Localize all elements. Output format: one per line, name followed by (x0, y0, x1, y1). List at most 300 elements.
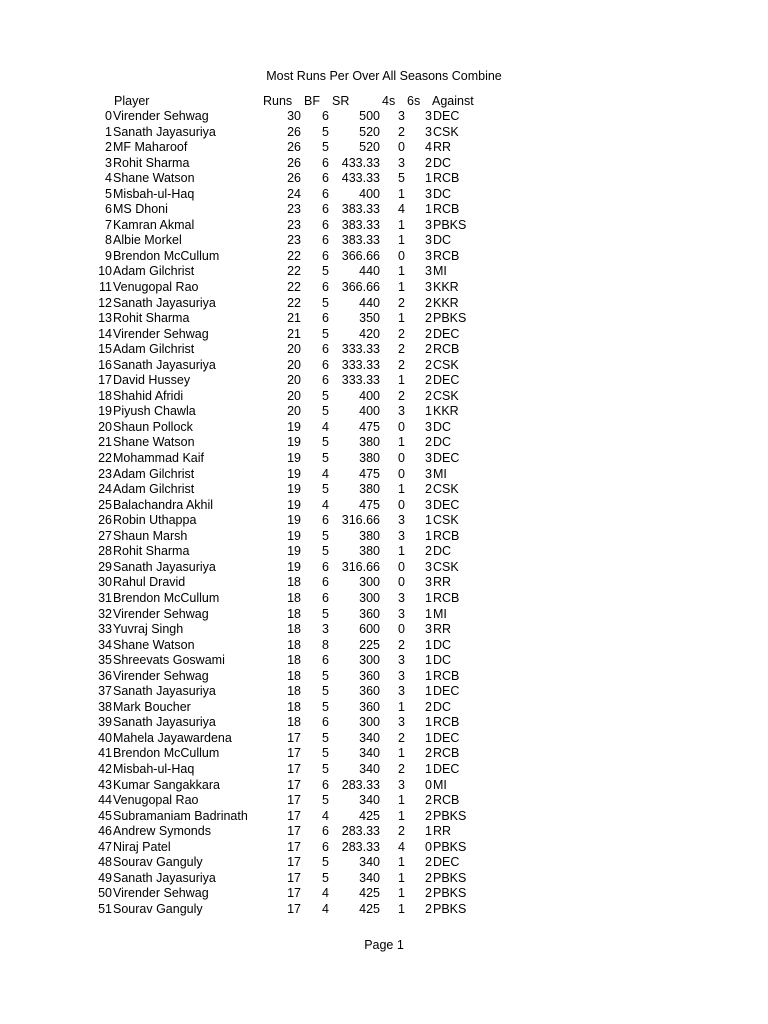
balls-faced-value: 5 (322, 668, 329, 683)
strike-rate-value: 380 (359, 482, 380, 497)
fours-value: 2 (398, 326, 405, 341)
balls-faced-value: 5 (322, 699, 329, 714)
player-name: Shane Watson (113, 171, 195, 186)
row-index: 30 (98, 575, 112, 590)
sixes-value: 3 (425, 248, 432, 263)
against-team: DC (433, 186, 452, 201)
fours-value: 1 (398, 233, 405, 248)
row-index: 46 (98, 824, 112, 839)
sixes-value: 1 (425, 171, 432, 186)
table-row (0, 218, 768, 234)
strike-rate-value: 425 (359, 901, 380, 916)
player-name: Brendon McCullum (113, 590, 220, 605)
against-team: RR (433, 140, 452, 155)
sixes-value: 2 (425, 870, 432, 885)
fours-value: 2 (398, 730, 405, 745)
table-row (0, 187, 768, 203)
strike-rate-value: 340 (359, 793, 380, 808)
table-row (0, 855, 768, 871)
balls-faced-value: 4 (322, 808, 329, 823)
sixes-value: 2 (425, 155, 432, 170)
row-index: 32 (98, 606, 112, 621)
runs-value: 17 (287, 901, 301, 916)
table-row (0, 327, 768, 343)
sixes-value: 2 (425, 793, 432, 808)
against-team: RCB (433, 590, 460, 605)
row-index: 6 (105, 202, 112, 217)
balls-faced-value: 6 (322, 171, 329, 186)
against-team: DEC (433, 684, 460, 699)
sixes-value: 1 (425, 653, 432, 668)
table-row (0, 607, 768, 623)
balls-faced-value: 6 (322, 590, 329, 605)
against-team: KKR (433, 404, 459, 419)
player-name: Sanath Jayasuriya (113, 684, 216, 699)
sixes-value: 1 (425, 202, 432, 217)
fours-value: 3 (398, 590, 405, 605)
runs-value: 19 (287, 435, 301, 450)
sixes-value: 1 (425, 824, 432, 839)
sixes-value: 1 (425, 404, 432, 419)
against-team: CSK (433, 482, 459, 497)
against-team: KKR (433, 295, 459, 310)
sixes-value: 1 (425, 684, 432, 699)
runs-value: 22 (287, 295, 301, 310)
strike-rate-value: 475 (359, 419, 380, 434)
row-index: 28 (98, 544, 112, 559)
sixes-value: 2 (425, 357, 432, 372)
table-row (0, 482, 768, 498)
row-index: 44 (98, 793, 112, 808)
balls-faced-value: 6 (322, 777, 329, 792)
player-name: Shreevats Goswami (113, 653, 225, 668)
balls-faced-value: 5 (322, 606, 329, 621)
row-index: 51 (98, 901, 112, 916)
row-index: 3 (105, 155, 112, 170)
row-index: 2 (105, 140, 112, 155)
player-name: Sanath Jayasuriya (113, 559, 216, 574)
strike-rate-value: 400 (359, 186, 380, 201)
row-index: 37 (98, 684, 112, 699)
table-row (0, 125, 768, 141)
strike-rate-value: 316.66 (341, 513, 380, 528)
player-name: Virender Sehwag (113, 668, 209, 683)
fours-value: 1 (398, 808, 405, 823)
player-name: Sanath Jayasuriya (113, 124, 216, 139)
table-row (0, 778, 768, 794)
row-index: 10 (98, 264, 112, 279)
against-team: RR (433, 575, 452, 590)
player-name: Shahid Afridi (113, 388, 184, 403)
sixes-value: 2 (425, 326, 432, 341)
runs-value: 19 (287, 497, 301, 512)
strike-rate-value: 360 (359, 606, 380, 621)
fours-value: 3 (398, 109, 405, 123)
sixes-value: 3 (425, 497, 432, 512)
fours-value: 3 (398, 777, 405, 792)
balls-faced-value: 5 (322, 746, 329, 761)
against-team: PBKS (433, 870, 467, 885)
table-row (0, 202, 768, 218)
balls-faced-value: 5 (322, 388, 329, 403)
fours-value: 2 (398, 761, 405, 776)
table-row (0, 902, 768, 918)
against-team: RR (433, 824, 452, 839)
against-team: DC (433, 637, 452, 652)
strike-rate-value: 283.33 (341, 839, 380, 854)
player-name: Robin Uthappa (113, 513, 197, 528)
runs-value: 23 (287, 233, 301, 248)
table-row (0, 762, 768, 778)
against-team: RCB (433, 746, 460, 761)
balls-faced-value: 4 (322, 497, 329, 512)
runs-value: 30 (287, 109, 301, 123)
runs-value: 17 (287, 839, 301, 854)
against-team: CSK (433, 513, 459, 528)
balls-faced-value: 6 (322, 824, 329, 839)
fours-value: 1 (398, 544, 405, 559)
balls-faced-value: 5 (322, 140, 329, 155)
row-index: 0 (105, 109, 112, 123)
fours-value: 2 (398, 342, 405, 357)
player-name: Adam Gilchrist (113, 482, 195, 497)
runs-value: 18 (287, 668, 301, 683)
strike-rate-value: 300 (359, 715, 380, 730)
row-index: 8 (105, 233, 112, 248)
table-row (0, 886, 768, 902)
sixes-value: 2 (425, 544, 432, 559)
table-row (0, 840, 768, 856)
sixes-value: 3 (425, 451, 432, 466)
row-index: 50 (98, 886, 112, 901)
table-row (0, 653, 768, 669)
runs-value: 17 (287, 855, 301, 870)
table-row (0, 793, 768, 809)
table-row (0, 264, 768, 280)
strike-rate-value: 520 (359, 140, 380, 155)
strike-rate-value: 300 (359, 590, 380, 605)
runs-value: 18 (287, 606, 301, 621)
runs-value: 17 (287, 808, 301, 823)
runs-value: 22 (287, 264, 301, 279)
against-team: PBKS (433, 311, 467, 326)
runs-value: 18 (287, 622, 301, 637)
header-fours: 4s (382, 94, 396, 108)
table-row (0, 435, 768, 451)
sixes-value: 3 (425, 186, 432, 201)
row-index: 31 (98, 590, 112, 605)
table-row (0, 404, 768, 420)
balls-faced-value: 6 (322, 559, 329, 574)
player-name: Shane Watson (113, 637, 195, 652)
balls-faced-value: 5 (322, 264, 329, 279)
balls-faced-value: 6 (322, 248, 329, 263)
runs-value: 17 (287, 870, 301, 885)
runs-value: 20 (287, 342, 301, 357)
fours-value: 0 (398, 497, 405, 512)
strike-rate-value: 340 (359, 855, 380, 870)
runs-value: 26 (287, 124, 301, 139)
sixes-value: 2 (425, 311, 432, 326)
runs-value: 21 (287, 311, 301, 326)
player-name: Shane Watson (113, 435, 195, 450)
fours-value: 1 (398, 217, 405, 232)
runs-value: 19 (287, 451, 301, 466)
row-index: 35 (98, 653, 112, 668)
runs-value: 19 (287, 559, 301, 574)
strike-rate-value: 340 (359, 730, 380, 745)
strike-rate-value: 333.33 (341, 342, 380, 357)
row-index: 12 (98, 295, 112, 310)
against-team: RCB (433, 793, 460, 808)
player-name: Virender Sehwag (113, 606, 209, 621)
balls-faced-value: 6 (322, 280, 329, 295)
player-name: Brendon McCullum (113, 746, 220, 761)
strike-rate-value: 475 (359, 497, 380, 512)
balls-faced-value: 6 (322, 217, 329, 232)
player-name: Mohammad Kaif (113, 451, 205, 466)
strike-rate-value: 425 (359, 808, 380, 823)
strike-rate-value: 316.66 (341, 559, 380, 574)
runs-value: 21 (287, 326, 301, 341)
balls-faced-value: 5 (322, 435, 329, 450)
sixes-value: 1 (425, 590, 432, 605)
strike-rate-value: 333.33 (341, 357, 380, 372)
strike-rate-value: 520 (359, 124, 380, 139)
table-row (0, 513, 768, 529)
runs-value: 17 (287, 824, 301, 839)
runs-value: 23 (287, 202, 301, 217)
player-name: Adam Gilchrist (113, 466, 195, 481)
sixes-value: 3 (425, 233, 432, 248)
table-row (0, 280, 768, 296)
runs-value: 19 (287, 466, 301, 481)
against-team: PBKS (433, 901, 467, 916)
player-name: Sanath Jayasuriya (113, 295, 216, 310)
header-sixes: 6s (407, 94, 421, 108)
strike-rate-value: 360 (359, 684, 380, 699)
fours-value: 1 (398, 901, 405, 916)
against-team: DEC (433, 761, 460, 776)
balls-faced-value: 6 (322, 715, 329, 730)
sixes-value: 3 (425, 217, 432, 232)
sixes-value: 3 (425, 419, 432, 434)
strike-rate-value: 283.33 (341, 777, 380, 792)
runs-value: 18 (287, 715, 301, 730)
balls-faced-value: 6 (322, 233, 329, 248)
against-team: RCB (433, 342, 460, 357)
against-team: RCB (433, 528, 460, 543)
player-name: Adam Gilchrist (113, 342, 195, 357)
strike-rate-value: 433.33 (341, 171, 380, 186)
balls-faced-value: 6 (322, 311, 329, 326)
against-team: RCB (433, 248, 460, 263)
sixes-value: 1 (425, 761, 432, 776)
player-name: Mahela Jayawardena (113, 730, 232, 745)
runs-value: 20 (287, 404, 301, 419)
against-team: DEC (433, 855, 460, 870)
fours-value: 1 (398, 435, 405, 450)
balls-faced-value: 6 (322, 342, 329, 357)
strike-rate-value: 283.33 (341, 824, 380, 839)
balls-faced-value: 8 (322, 637, 329, 652)
row-index: 36 (98, 668, 112, 683)
sixes-value: 2 (425, 808, 432, 823)
table-row (0, 622, 768, 638)
runs-value: 19 (287, 513, 301, 528)
strike-rate-value: 380 (359, 528, 380, 543)
balls-faced-value: 5 (322, 482, 329, 497)
balls-faced-value: 5 (322, 451, 329, 466)
strike-rate-value: 420 (359, 326, 380, 341)
strike-rate-value: 366.66 (341, 248, 380, 263)
player-name: Andrew Symonds (113, 824, 211, 839)
runs-value: 19 (287, 419, 301, 434)
player-name: Mark Boucher (113, 699, 191, 714)
against-team: RCB (433, 171, 460, 186)
runs-value: 20 (287, 388, 301, 403)
player-name: Rohit Sharma (113, 544, 190, 559)
runs-value: 22 (287, 248, 301, 263)
row-index: 17 (98, 373, 112, 388)
strike-rate-value: 300 (359, 575, 380, 590)
row-index: 40 (98, 730, 112, 745)
against-team: DEC (433, 730, 460, 745)
fours-value: 1 (398, 746, 405, 761)
against-team: MI (433, 264, 447, 279)
row-index: 13 (98, 311, 112, 326)
table-row (0, 311, 768, 327)
table-row (0, 638, 768, 654)
table-row (0, 296, 768, 312)
balls-faced-value: 6 (322, 155, 329, 170)
page-title: Most Runs Per Over All Seasons Combine (266, 69, 502, 83)
row-index: 41 (98, 746, 112, 761)
fours-value: 0 (398, 451, 405, 466)
against-team: RCB (433, 202, 460, 217)
fours-value: 3 (398, 155, 405, 170)
table-row (0, 824, 768, 840)
balls-faced-value: 5 (322, 544, 329, 559)
table-row (0, 871, 768, 887)
sixes-value: 4 (425, 140, 432, 155)
strike-rate-value: 340 (359, 761, 380, 776)
balls-faced-value: 5 (322, 855, 329, 870)
strike-rate-value: 340 (359, 746, 380, 761)
player-name: Piyush Chawla (113, 404, 196, 419)
strike-rate-value: 383.33 (341, 217, 380, 232)
fours-value: 1 (398, 373, 405, 388)
sixes-value: 1 (425, 637, 432, 652)
table-row (0, 467, 768, 483)
player-name: MS Dhoni (113, 202, 168, 217)
table-row (0, 498, 768, 514)
against-team: MI (433, 606, 447, 621)
sixes-value: 2 (425, 435, 432, 450)
sixes-value: 3 (425, 264, 432, 279)
fours-value: 1 (398, 870, 405, 885)
row-index: 23 (98, 466, 112, 481)
sixes-value: 1 (425, 606, 432, 621)
row-index: 38 (98, 699, 112, 714)
against-team: KKR (433, 280, 459, 295)
player-name: Adam Gilchrist (113, 264, 195, 279)
player-name: Venugopal Rao (113, 280, 199, 295)
fours-value: 3 (398, 684, 405, 699)
sixes-value: 3 (425, 466, 432, 481)
table-row (0, 358, 768, 374)
strike-rate-value: 360 (359, 699, 380, 714)
fours-value: 0 (398, 575, 405, 590)
table-row (0, 389, 768, 405)
balls-faced-value: 5 (322, 793, 329, 808)
strike-rate-value: 425 (359, 886, 380, 901)
fours-value: 3 (398, 606, 405, 621)
balls-faced-value: 4 (322, 886, 329, 901)
sixes-value: 3 (425, 280, 432, 295)
sixes-value: 2 (425, 342, 432, 357)
sixes-value: 2 (425, 886, 432, 901)
against-team: PBKS (433, 886, 467, 901)
runs-value: 26 (287, 140, 301, 155)
balls-faced-value: 6 (322, 513, 329, 528)
strike-rate-value: 440 (359, 295, 380, 310)
balls-faced-value: 5 (322, 404, 329, 419)
balls-faced-value: 6 (322, 109, 329, 123)
player-name: Albie Morkel (113, 233, 182, 248)
fours-value: 5 (398, 171, 405, 186)
balls-faced-value: 5 (322, 730, 329, 745)
row-index: 4 (105, 171, 112, 186)
against-team: PBKS (433, 808, 467, 823)
against-team: PBKS (433, 839, 467, 854)
fours-value: 1 (398, 264, 405, 279)
strike-rate-value: 600 (359, 622, 380, 637)
row-index: 49 (98, 870, 112, 885)
row-index: 5 (105, 186, 112, 201)
sixes-value: 3 (425, 124, 432, 139)
row-index: 11 (99, 280, 112, 295)
runs-value: 18 (287, 699, 301, 714)
strike-rate-value: 475 (359, 466, 380, 481)
balls-faced-value: 6 (322, 575, 329, 590)
table-row (0, 233, 768, 249)
strike-rate-value: 380 (359, 451, 380, 466)
against-team: DC (433, 653, 452, 668)
sixes-value: 1 (425, 730, 432, 745)
table-row (0, 529, 768, 545)
balls-faced-value: 6 (322, 186, 329, 201)
fours-value: 1 (398, 280, 405, 295)
strike-rate-value: 380 (359, 435, 380, 450)
player-name: Shaun Marsh (113, 528, 188, 543)
balls-faced-value: 6 (322, 839, 329, 854)
runs-value: 22 (287, 280, 301, 295)
against-team: DEC (433, 109, 460, 123)
row-index: 43 (98, 777, 112, 792)
header-runs: Runs (263, 94, 293, 108)
table-row (0, 560, 768, 576)
balls-faced-value: 4 (322, 466, 329, 481)
player-name: Virender Sehwag (113, 326, 209, 341)
fours-value: 1 (398, 855, 405, 870)
strike-rate-value: 360 (359, 668, 380, 683)
player-name: Balachandra Akhil (113, 497, 214, 512)
player-name: Sourav Ganguly (113, 901, 203, 916)
row-index: 22 (98, 451, 112, 466)
runs-value: 20 (287, 357, 301, 372)
strike-rate-value: 383.33 (341, 202, 380, 217)
